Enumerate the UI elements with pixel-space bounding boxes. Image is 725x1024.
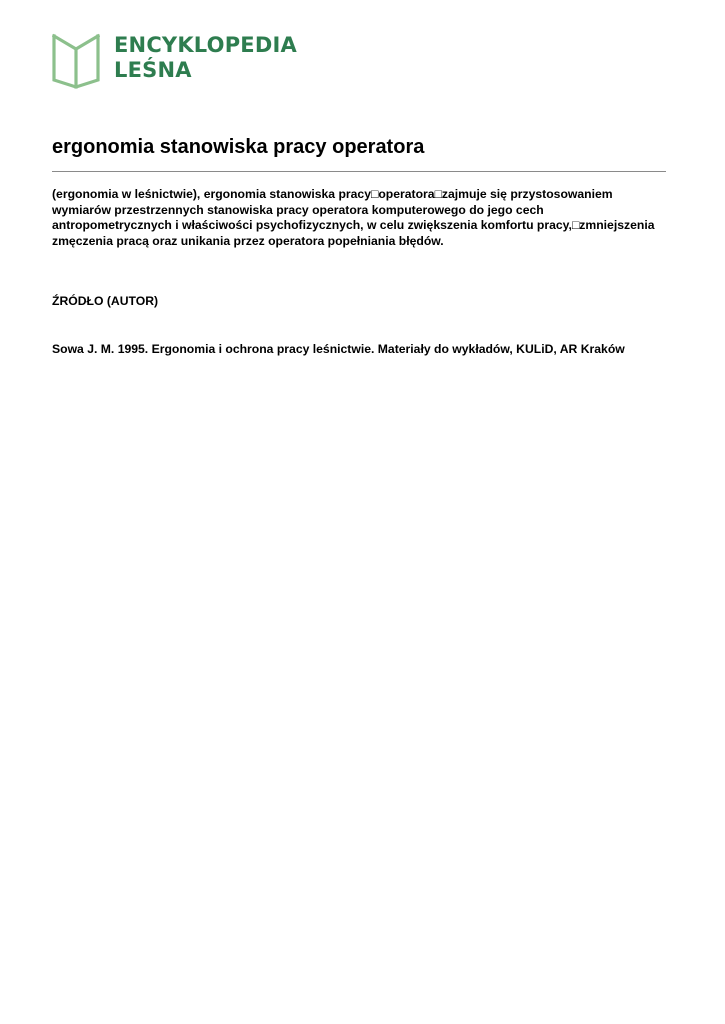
entry-title: ergonomia stanowiska pracy operatora [52,136,425,158]
definition-line: (ergonomia w leśnictwie), ergonomia stanowiska pracy□operatora□zajmuje się przystosowaniem [52,187,613,201]
logo-wordmark [114,33,297,83]
source-heading: ŹRÓDŁO (AUTOR) [52,294,159,308]
logo-line-1: ENCYKLOPEDIA [114,33,297,57]
source-citation: Sowa J. M. 1995. Ergonomia i ochrona pracy leśnictwie. Materiały do wykładów, KULiD, AR Kraków [52,342,625,356]
definition-line: wymiarów przestrzennych stanowiska pracy operatora komputerowego do jego cech [52,202,544,217]
definition-line: antropometrycznych i właściwości psychofizycznych, w celu zwiększenia komfortu pracy,□zmniejszenia [52,218,655,232]
logo-line-2: LEŚNA [114,58,192,82]
open-book-icon [52,33,100,89]
definition-line: zmęczenia pracą oraz unikania przez operatora popełniania błędów. [52,233,444,248]
entry-definition [52,187,666,249]
title-divider [52,171,666,172]
encyclopedia-logo [52,33,297,89]
